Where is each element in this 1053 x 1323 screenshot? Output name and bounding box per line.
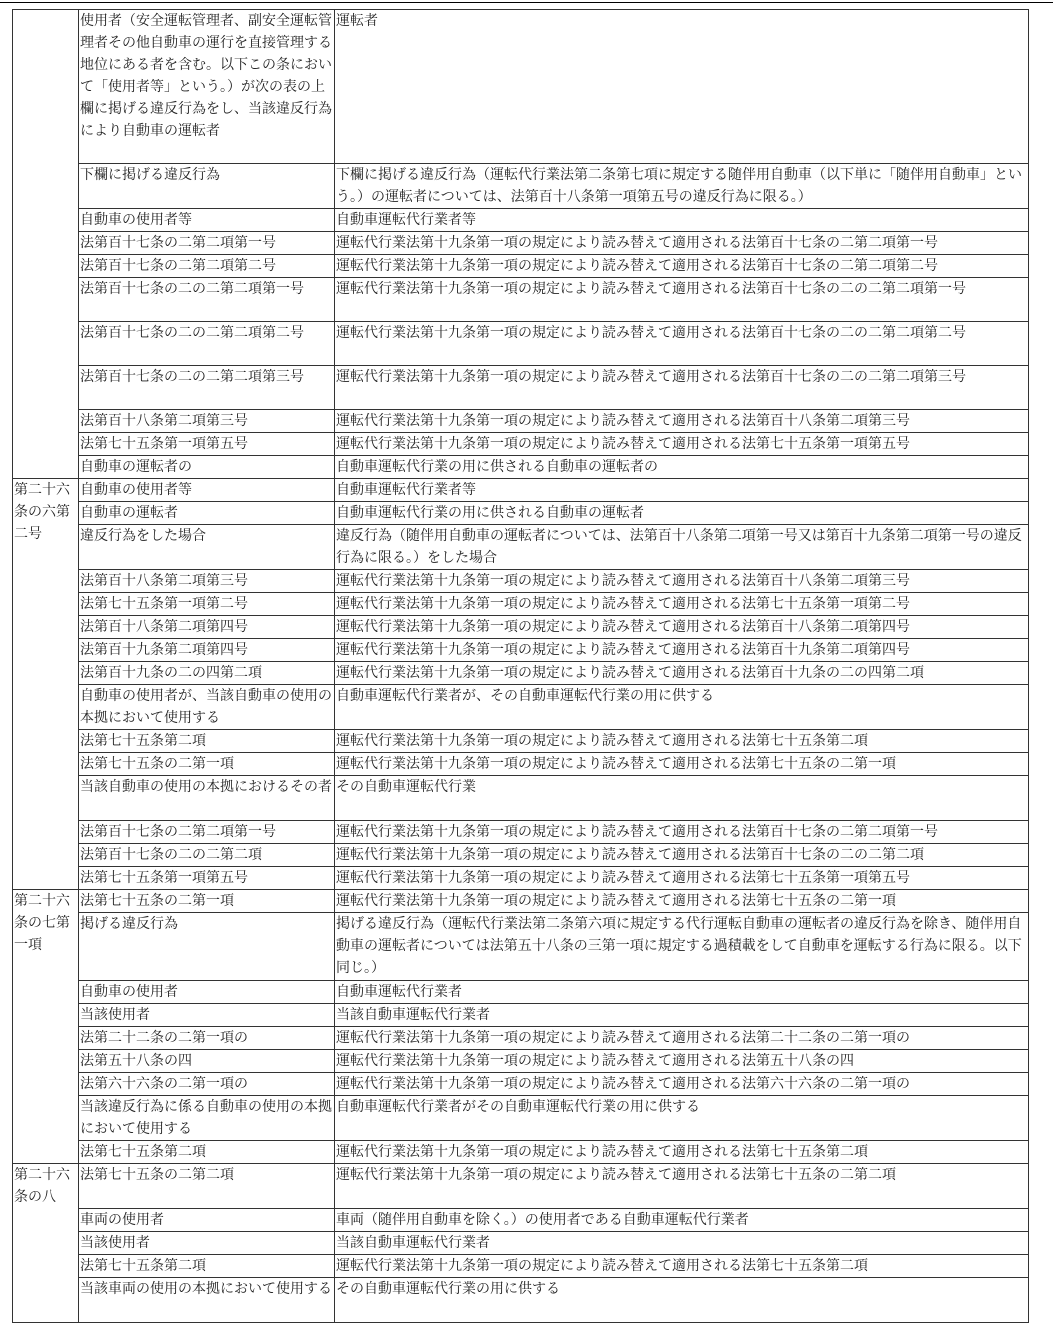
replacement-text-cell: 運転代行業法第十九条第一項の規定により読み替えて適用される法第五十八条の四 bbox=[335, 1050, 1029, 1073]
original-text-cell: 自動車の使用者 bbox=[79, 981, 335, 1004]
original-text-cell: 法第七十五条第一項第五号 bbox=[79, 867, 335, 890]
replacement-text-cell: 運転代行業法第十九条第一項の規定により読み替えて適用される法第百十七条の二の二第二項第二号 bbox=[335, 322, 1029, 366]
replacement-text-cell: 運転代行業法第十九条第一項の規定により読み替えて適用される法第七十五条第一項第五号 bbox=[335, 867, 1029, 890]
original-text-cell: 当該使用者 bbox=[79, 1232, 335, 1255]
original-text-cell: 当該違反行為に係る自動車の使用の本拠において使用する bbox=[79, 1096, 335, 1141]
table-row bbox=[13, 639, 1029, 662]
replacement-text-cell: 運転代行業法第十九条第一項の規定により読み替えて適用される法第百十七条の二の二第二項第三号 bbox=[335, 366, 1029, 410]
original-text-cell: 法第七十五条の二第一項 bbox=[79, 890, 335, 913]
replacement-text-cell: 運転代行業法第十九条第一項の規定により読み替えて適用される法第百十七条の二の二第二項 bbox=[335, 844, 1029, 867]
table-row bbox=[13, 1141, 1029, 1164]
table-row bbox=[13, 525, 1029, 570]
table-row bbox=[13, 890, 1029, 913]
article-cell: 第二十六条の八 bbox=[13, 1164, 79, 1323]
original-text-cell: 当該車両の使用の本拠において使用する bbox=[79, 1278, 335, 1323]
article-cell bbox=[13, 10, 79, 479]
table-row bbox=[13, 278, 1029, 322]
table-row bbox=[13, 570, 1029, 593]
table-row bbox=[13, 616, 1029, 639]
replacement-text-cell: 運転代行業法第十九条第一項の規定により読み替えて適用される法第百十九条第二項第四号 bbox=[335, 639, 1029, 662]
original-text-cell: 法第百十七条の二の二第二項第三号 bbox=[79, 366, 335, 410]
replacement-text-cell: 運転代行業法第十九条第一項の規定により読み替えて適用される法第百十八条第二項第三号 bbox=[335, 570, 1029, 593]
replacement-text-cell: その自動車運転代行業 bbox=[335, 776, 1029, 821]
table-row bbox=[13, 844, 1029, 867]
original-text-cell: 当該使用者 bbox=[79, 1004, 335, 1027]
article-cell: 第二十六条の六第二号 bbox=[13, 479, 79, 890]
table-row bbox=[13, 1004, 1029, 1027]
original-text-cell: 法第百十七条の二第二項第一号 bbox=[79, 232, 335, 255]
original-text-cell: 自動車の運転者の bbox=[79, 456, 335, 479]
replacement-text-cell: 下欄に掲げる違反行為（運転代行業法第二条第七項に規定する随伴用自動車（以下単に「随伴用自動車」という。）の運転者については、法第百十八条第一項第五号の違反行為に限る。） bbox=[335, 164, 1029, 209]
replacement-text-cell: 自動車運転代行業者が、その自動車運転代行業の用に供する bbox=[335, 685, 1029, 730]
table-row bbox=[13, 821, 1029, 844]
replacement-text-cell: 当該自動車運転代行業者 bbox=[335, 1004, 1029, 1027]
table-row bbox=[13, 10, 1029, 164]
original-text-cell: 当該自動車の使用の本拠におけるその者 bbox=[79, 776, 335, 821]
table-row bbox=[13, 1050, 1029, 1073]
original-text-cell: 自動車の使用者が、当該自動車の使用の本拠において使用する bbox=[79, 685, 335, 730]
top-rule bbox=[0, 2, 1053, 3]
article-cell: 第二十六条の七第一項 bbox=[13, 890, 79, 1164]
original-text-cell: 自動車の使用者等 bbox=[79, 479, 335, 502]
original-text-cell: 法第百十七条の二の二第二項第二号 bbox=[79, 322, 335, 366]
original-text-cell: 法第百十九条の二の四第二項 bbox=[79, 662, 335, 685]
replacement-text-cell: 運転代行業法第十九条第一項の規定により読み替えて適用される法第七十五条第二項 bbox=[335, 730, 1029, 753]
table-row bbox=[13, 730, 1029, 753]
original-text-cell: 法第百十七条の二の二第二項第一号 bbox=[79, 278, 335, 322]
replacement-text-cell: 運転代行業法第十九条第一項の規定により読み替えて適用される法第百十八条第二項第四号 bbox=[335, 616, 1029, 639]
table-body bbox=[13, 10, 1029, 1323]
original-text-cell: 法第百十七条の二第二項第一号 bbox=[79, 821, 335, 844]
table-row bbox=[13, 867, 1029, 890]
replacement-text-cell: 運転代行業法第十九条第一項の規定により読み替えて適用される法第二十二条の二第一項の bbox=[335, 1027, 1029, 1050]
replacement-text-cell: 運転代行業法第十九条第一項の規定により読み替えて適用される法第百十九条の二の四第二項 bbox=[335, 662, 1029, 685]
replacement-text-cell: 運転代行業法第十九条第一項の規定により読み替えて適用される法第七十五条第一項第五号 bbox=[335, 433, 1029, 456]
table-row bbox=[13, 1255, 1029, 1278]
replacement-text-cell: 運転代行業法第十九条第一項の規定により読み替えて適用される法第百十七条の二第二項第一号 bbox=[335, 232, 1029, 255]
replacement-text-cell: その自動車運転代行業の用に供する bbox=[335, 1278, 1029, 1323]
replacement-table bbox=[12, 9, 1029, 1323]
original-text-cell: 使用者（安全運転管理者、副安全運転管理者その他自動車の運行を直接管理する地位にある者を含む。以下この条において「使用者等」という。）が次の表の上欄に掲げる違反行為をし、当該違反行為により自動車の運転者 bbox=[79, 10, 335, 164]
replacement-text-cell: 違反行為（随伴用自動車の運転者については、法第百十八条第二項第一号又は第百十九条第二項第一号の違反行為に限る。）をした場合 bbox=[335, 525, 1029, 570]
original-text-cell: 法第五十八条の四 bbox=[79, 1050, 335, 1073]
table-row bbox=[13, 1027, 1029, 1050]
original-text-cell: 法第百十八条第二項第三号 bbox=[79, 570, 335, 593]
table-row bbox=[13, 753, 1029, 776]
replacement-text-cell: 運転代行業法第十九条第一項の規定により読み替えて適用される法第七十五条の二第一項 bbox=[335, 890, 1029, 913]
replacement-text-cell: 運転者 bbox=[335, 10, 1029, 164]
replacement-text-cell: 運転代行業法第十九条第一項の規定により読み替えて適用される法第百十七条の二第二項第一号 bbox=[335, 821, 1029, 844]
original-text-cell: 法第百十七条の二第二項第二号 bbox=[79, 255, 335, 278]
replacement-text-cell: 自動車運転代行業の用に供される自動車の運転者の bbox=[335, 456, 1029, 479]
replacement-text-cell: 自動車運転代行業者等 bbox=[335, 479, 1029, 502]
table-row bbox=[13, 479, 1029, 502]
original-text-cell: 法第七十五条の二第二項 bbox=[79, 1164, 335, 1209]
table-row bbox=[13, 662, 1029, 685]
replacement-text-cell: 自動車運転代行業者等 bbox=[335, 209, 1029, 232]
table-row bbox=[13, 255, 1029, 278]
original-text-cell: 違反行為をした場合 bbox=[79, 525, 335, 570]
table-row bbox=[13, 1209, 1029, 1232]
replacement-text-cell: 運転代行業法第十九条第一項の規定により読み替えて適用される法第百十七条の二の二第二項第一号 bbox=[335, 278, 1029, 322]
table-row bbox=[13, 776, 1029, 821]
table-row bbox=[13, 1232, 1029, 1255]
original-text-cell: 法第百十八条第二項第三号 bbox=[79, 410, 335, 433]
table-row bbox=[13, 410, 1029, 433]
original-text-cell: 法第百十八条第二項第四号 bbox=[79, 616, 335, 639]
replacement-text-cell: 運転代行業法第十九条第一項の規定により読み替えて適用される法第百十八条第二項第三号 bbox=[335, 410, 1029, 433]
original-text-cell: 法第七十五条第一項第二号 bbox=[79, 593, 335, 616]
original-text-cell: 法第七十五条第二項 bbox=[79, 1141, 335, 1164]
original-text-cell: 法第二十二条の二第一項の bbox=[79, 1027, 335, 1050]
original-text-cell: 車両の使用者 bbox=[79, 1209, 335, 1232]
original-text-cell: 自動車の使用者等 bbox=[79, 209, 335, 232]
table-row bbox=[13, 593, 1029, 616]
table-row bbox=[13, 433, 1029, 456]
original-text-cell: 法第七十五条第二項 bbox=[79, 730, 335, 753]
table-row bbox=[13, 232, 1029, 255]
replacement-text-cell: 自動車運転代行業の用に供される自動車の運転者 bbox=[335, 502, 1029, 525]
replacement-text-cell: 自動車運転代行業者 bbox=[335, 981, 1029, 1004]
table-row bbox=[13, 502, 1029, 525]
table-row bbox=[13, 1096, 1029, 1141]
replacement-text-cell: 運転代行業法第十九条第一項の規定により読み替えて適用される法第七十五条の二第一項 bbox=[335, 753, 1029, 776]
original-text-cell: 法第七十五条第一項第五号 bbox=[79, 433, 335, 456]
replacement-text-cell: 運転代行業法第十九条第一項の規定により読み替えて適用される法第六十六条の二第一項の bbox=[335, 1073, 1029, 1096]
table-row bbox=[13, 913, 1029, 981]
replacement-text-cell: 掲げる違反行為（運転代行業法第二条第六項に規定する代行運転自動車の運転者の違反行為を除き、随伴用自動車の運転者については法第五十八条の三第一項に規定する過積載をして自動車を運転する行為に限る。以下同じ。） bbox=[335, 913, 1029, 981]
table-row bbox=[13, 1073, 1029, 1096]
table-row bbox=[13, 1278, 1029, 1323]
replacement-text-cell: 運転代行業法第十九条第一項の規定により読み替えて適用される法第七十五条第一項第二号 bbox=[335, 593, 1029, 616]
original-text-cell: 掲げる違反行為 bbox=[79, 913, 335, 981]
original-text-cell: 法第七十五条の二第一項 bbox=[79, 753, 335, 776]
replacement-text-cell: 運転代行業法第十九条第一項の規定により読み替えて適用される法第七十五条の二第二項 bbox=[335, 1164, 1029, 1209]
table-row bbox=[13, 1164, 1029, 1209]
replacement-text-cell: 運転代行業法第十九条第一項の規定により読み替えて適用される法第七十五条第二項 bbox=[335, 1141, 1029, 1164]
table-row bbox=[13, 456, 1029, 479]
original-text-cell: 法第七十五条第二項 bbox=[79, 1255, 335, 1278]
table-row bbox=[13, 209, 1029, 232]
table-row bbox=[13, 981, 1029, 1004]
original-text-cell: 法第六十六条の二第一項の bbox=[79, 1073, 335, 1096]
table-row bbox=[13, 322, 1029, 366]
table-row bbox=[13, 366, 1029, 410]
replacement-text-cell: 運転代行業法第十九条第一項の規定により読み替えて適用される法第百十七条の二第二項第二号 bbox=[335, 255, 1029, 278]
table-row bbox=[13, 164, 1029, 209]
original-text-cell: 法第百十九条第二項第四号 bbox=[79, 639, 335, 662]
replacement-text-cell: 運転代行業法第十九条第一項の規定により読み替えて適用される法第七十五条第二項 bbox=[335, 1255, 1029, 1278]
table-row bbox=[13, 685, 1029, 730]
original-text-cell: 法第百十七条の二の二第二項 bbox=[79, 844, 335, 867]
replacement-text-cell: 車両（随伴用自動車を除く。）の使用者である自動車運転代行業者 bbox=[335, 1209, 1029, 1232]
original-text-cell: 下欄に掲げる違反行為 bbox=[79, 164, 335, 209]
replacement-text-cell: 自動車運転代行業者がその自動車運転代行業の用に供する bbox=[335, 1096, 1029, 1141]
original-text-cell: 自動車の運転者 bbox=[79, 502, 335, 525]
replacement-text-cell: 当該自動車運転代行業者 bbox=[335, 1232, 1029, 1255]
